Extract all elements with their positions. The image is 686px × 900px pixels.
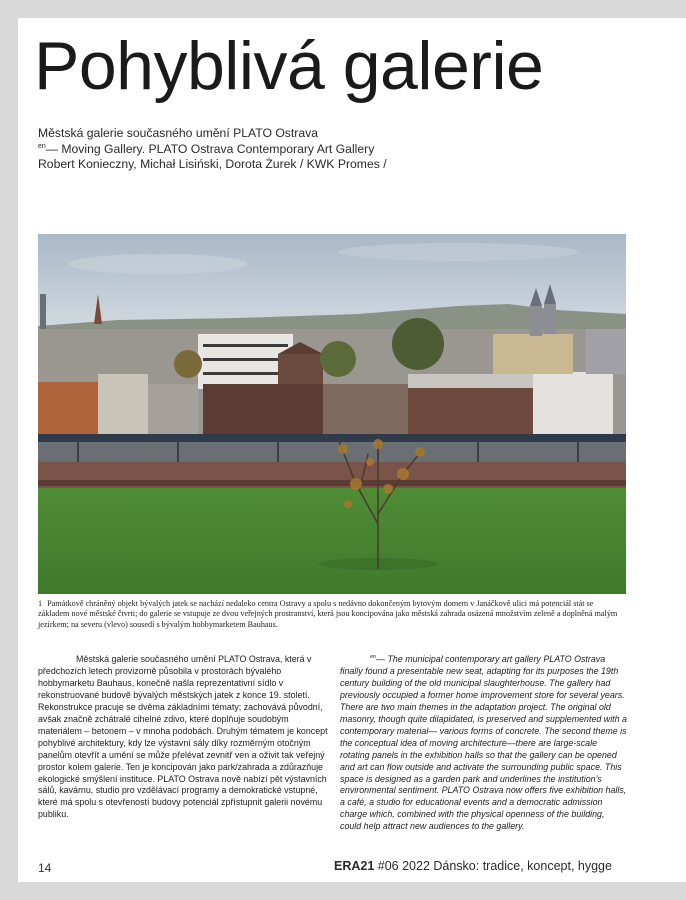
magazine-brand: ERA21 <box>334 859 375 873</box>
body-text-english <box>340 654 628 833</box>
article-photo <box>38 234 626 594</box>
magazine-footer <box>334 859 612 873</box>
article-title: Pohyblivá galerie <box>34 28 544 104</box>
photo-illustration <box>38 234 626 594</box>
photo-caption <box>38 599 623 630</box>
caption-text: Památkově chráněný objekt bývalých jatek se nachází nedaleko centra Ostravy a spolu s nedávno dokončeným bytovým domem v Janáčkově ulici má potenciál stát se základem nové městské čtvrti; do galerie se vstupuje ze dvou veřejných prostranství, která jsou koncipována jako městská zahrada osázená množstvím zeleně a doplněná malým jezírkem; na severu (vlevo) sousedí s bývalým hobbymarketem Bauhaus. <box>38 599 618 629</box>
english-marker: en <box>38 142 46 150</box>
subtitle-line-cz: Městská galerie současného umění PLATO Ostrava <box>38 126 318 140</box>
subtitle-en-text: — Moving Gallery. PLATO Ostrava Contemporary Art Gallery <box>45 141 375 156</box>
page-number: 14 <box>38 861 52 875</box>
magazine-page <box>18 18 686 882</box>
body-text-czech: Městská galerie současného umění PLATO Ostrava, která v předchozích letech provizorně působila v prostorách bývalého hobbymarketu Bauhaus, konečně našla reprezentativní sídlo v rekonstruované budově bývalých městských jatek z konce 19. století. Rekonstrukce pracuje se dvěma základními tématy; zachovává původní, avšak značně zchátralé cihelné zdivo, které doplňuje soudobým materiálem – betonem – v mnoha podobách. Druhým tématem je koncept pohyblivé architektury, kdy lze výstavní sály díky rozměrným otočným panelům otevřít a umění se může přelévat zevnitř ven a oživit tak veřejný prostor kolem galerie. Ten je koncipován jako park/zahrada a zdůrazňuje ekologické smýšlení instituce. PLATO Ostrava nově nabízí pět výstavních sálů, kavárnu, studio pro vzdělávací programy a demokratické vstupné, které má spolu s otevřeností budovy potenciál zpřístupnit galerii novému publiku. <box>38 654 328 820</box>
subtitle-line-en <box>38 142 387 158</box>
issue-info: #06 2022 Dánsko: tradice, koncept, hygge <box>374 859 612 873</box>
caption-number: 1 <box>38 599 43 608</box>
english-marker-body: en <box>370 654 377 661</box>
subtitle-authors: Robert Konieczny, Michał Lisiński, Dorota Żurek / KWK Promes / <box>38 157 387 171</box>
body-en-text: — The municipal contemporary art gallery PLATO Ostrava finally found a presentable new seat, adapting for its purposes the 19th century building of the old municipal slaughterhouse. The gallery had previously occupied a former home improvement store for several years. There are two main themes in the adaptation project. The original old masonry, though quite dilapidated, is preserved and supplemented with a contemporary material— various forms of concrete. The second theme is the conceptual idea of moving architecture—there are large-scale rotating panels in the exhibition halls so that the gallery can be opened and art can flow outside and activate the surrounding public space. This space is designed as a garden park and underlines the institution’s environmental sentiment. PLATO Ostrava now offers five exhibition halls, a café, a studio for educational events and a democratic admission charge which, combined with the physical openness of the building, could help attract new audiences to the gallery. <box>340 654 627 832</box>
article-subtitle <box>38 126 387 173</box>
